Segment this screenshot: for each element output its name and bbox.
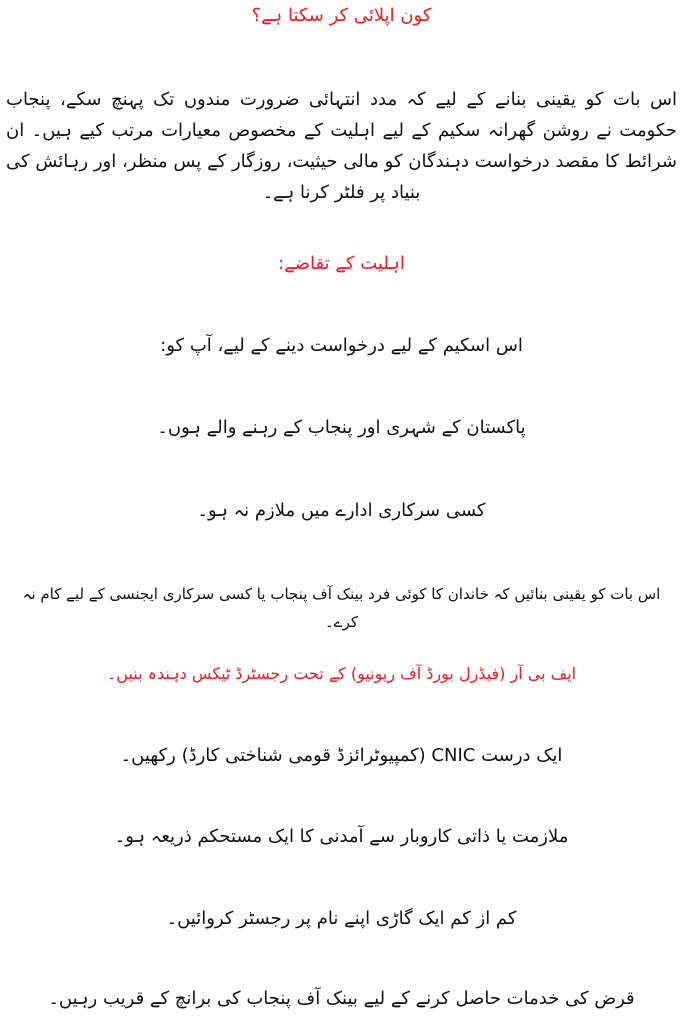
requirements-intro: اس اسکیم کے لیے درخواست دینے کے لیے، آپ کو: — [160, 335, 523, 356]
requirement-item-highlight: ایف بی آر (فیڈرل بورڈ آف ریونیو) کے تحت رجسٹرڈ ٹیکس دہندہ بنیں۔ — [106, 664, 577, 683]
requirement-item: ملازمت یا ذاتی کاروبار سے آمدنی کا ایک مستحکم ذریعہ ہو۔ — [114, 826, 569, 847]
requirement-item: قرض کی خدمات حاصل کرنے کے لیے بینک آف پنجاب کی برانچ کے قریب رہیں۔ — [48, 988, 635, 1009]
intro-paragraph: اس بات کو یقینی بنانے کے لیے کہ مدد انتہائی ضرورت مندوں تک پہنچ سکے، پنجاب حکومت نے روشن گھرانہ سکیم کے لیے اہلیت کے مخصوص معیارات مرتب کیے ہیں۔ ان شرائط کا مقصد درخواست دہندگان کو مالی حیثیت، روزگار کے پس منظر، اور رہائش کی بنیاد پر فلٹر کرنا ہے۔ — [6, 89, 677, 203]
page-title: کون اپلائی کر سکتا ہے؟ — [251, 5, 432, 26]
requirement-item: اس بات کو یقینی بنائیں کہ خاندان کا کوئی فرد بینک آف پنجاب یا کسی سرکاری ایجنسی کے لیے کام نہ کرے۔ — [22, 585, 661, 631]
requirement-item: پاکستان کے شہری اور پنجاب کے رہنے والے ہوں۔ — [157, 417, 526, 438]
requirement-item: کسی سرکاری ادارے میں ملازم نہ ہو۔ — [197, 500, 486, 521]
requirement-item: ایک درست CNIC (کمپیوٹرائزڈ قومی شناختی کارڈ) رکھیں۔ — [120, 745, 563, 766]
requirements-heading: اہلیت کے تقاضے: — [278, 253, 405, 274]
requirement-item: کم از کم ایک گاڑی اپنے نام پر رجسٹر کروائیں۔ — [166, 908, 517, 929]
